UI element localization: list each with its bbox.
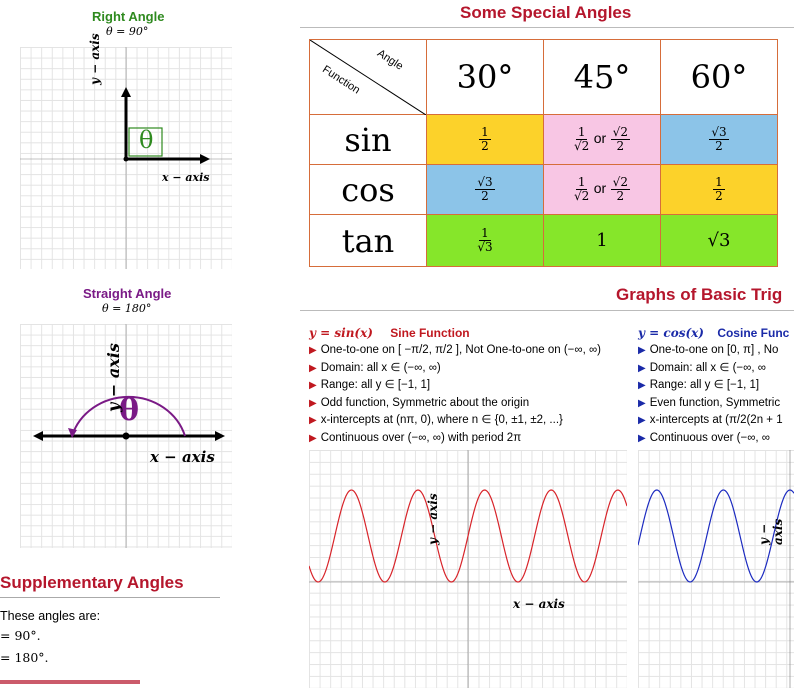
straight-x-axis-label: x − axis (150, 448, 215, 466)
header-angle: Angle (375, 47, 406, 73)
right-y-axis-label: y − axis (88, 33, 102, 85)
straight-y-axis-label: y − axis (104, 343, 123, 412)
cos-60: $\frac{1}{2}$ (661, 165, 778, 215)
tan-30: $\frac{1}{√3}$ (427, 215, 544, 267)
right-angle-title: Right Angle (92, 9, 165, 24)
row-sin: sin (310, 115, 427, 165)
cosine-bullets (638, 342, 794, 447)
sine-bullet: ▶ x-intercepts at (nπ, 0), where n ∈ {0, ±1, ±2, ...} (309, 414, 563, 426)
triangle-right-icon: ▶ (638, 397, 646, 409)
cosine-name: Cosine Func (717, 326, 790, 340)
triangle-right-icon: ▶ (309, 397, 317, 409)
sine-plot (309, 450, 627, 688)
supplementary-line1: These angles are: (0, 609, 101, 623)
header-corner-cell (310, 40, 427, 115)
triangle-right-icon: ▶ (309, 362, 317, 374)
straight-angle-title: Straight Angle (83, 286, 172, 301)
sine-bullet: ▶ Continuous over (−∞, ∞) with period 2π (309, 431, 522, 444)
cosine-equation: y = cos(x) (638, 326, 704, 340)
sine-x-axis-label: x − axis (513, 597, 565, 611)
supplementary-line3: = 180°. (0, 650, 49, 665)
header-function: Function (320, 63, 363, 97)
supplementary-title: Supplementary Angles (0, 573, 184, 592)
graphs-title: Graphs of Basic Trig (616, 285, 783, 304)
sine-y-axis-label: y − axis (426, 493, 440, 545)
tan-45: 1 (544, 215, 661, 267)
cosine-bullet: ▶ x-intercepts at (π/2(2n + 1 (638, 414, 783, 426)
special-angles-table (309, 39, 778, 267)
right-angle-axes (20, 47, 232, 269)
triangle-right-icon: ▶ (638, 432, 646, 444)
triangle-right-icon: ▶ (309, 345, 317, 356)
row-cos: cos (310, 165, 427, 215)
next-section-cutoff (0, 680, 140, 684)
triangle-right-icon: ▶ (309, 415, 317, 426)
theta-symbol-straight: θ (119, 393, 140, 428)
sine-label (309, 326, 470, 340)
sine-bullets (309, 342, 601, 447)
supplementary-line2: = 90°. (0, 628, 41, 643)
col-60: 60° (661, 40, 778, 115)
graphs-rule (300, 310, 794, 311)
special-angles-title: Some Special Angles (460, 3, 632, 22)
cosine-bullet: ▶ Domain: all x ∈ (−∞, ∞ (638, 361, 766, 374)
theta-symbol: θ (139, 126, 154, 154)
sine-equation: y = sin(x) (309, 326, 373, 340)
triangle-right-icon: ▶ (638, 362, 646, 374)
col-30: 30° (427, 40, 544, 115)
sine-bullet: ▶ Odd function, Symmetric about the origin (309, 396, 530, 409)
cosine-y-axis-label: y − axis (757, 518, 785, 545)
cosine-bullet: ▶ Even function, Symmetric (638, 396, 781, 409)
tan-60: √3 (661, 215, 778, 267)
cos-45: $\frac{1}{√2}$ or $\frac{√2}{2}$ (544, 165, 661, 215)
special-angles-rule (300, 27, 794, 28)
triangle-right-icon: ▶ (638, 345, 646, 356)
right-x-axis-label: x − axis (162, 171, 210, 184)
triangle-right-icon: ▶ (638, 380, 646, 391)
sin-30: $\frac{1}{2}$ (427, 115, 544, 165)
sine-bullet: ▶ Domain: all x ∈ (−∞, ∞) (309, 361, 441, 374)
cosine-bullet: ▶ Range: all y ∈ [−1, 1] (638, 379, 760, 391)
right-angle-subtitle: θ = 90° (106, 25, 149, 38)
triangle-right-icon: ▶ (638, 415, 646, 426)
sin-60: $\frac{√3}{2}$ (661, 115, 778, 165)
triangle-right-icon: ▶ (309, 380, 317, 391)
triangle-right-icon: ▶ (309, 432, 317, 444)
cosine-bullet: ▶ Continuous over (−∞, ∞ (638, 431, 770, 444)
col-45: 45° (544, 40, 661, 115)
cos-30: $\frac{√3}{2}$ (427, 165, 544, 215)
sine-name: Sine Function (390, 326, 470, 340)
straight-angle-axes (20, 324, 232, 548)
supplementary-rule (0, 597, 220, 598)
sin-45: $\frac{1}{√2}$ or $\frac{√2}{2}$ (544, 115, 661, 165)
cosine-plot (638, 450, 794, 688)
sine-bullet: ▶ One-to-one on [ −π/2, π/2 ], Not One-to-one on (−∞, ∞) (309, 344, 601, 356)
sine-bullet: ▶ Range: all y ∈ [−1, 1] (309, 379, 431, 391)
cosine-label (638, 326, 789, 340)
straight-angle-subtitle: θ = 180° (102, 302, 152, 315)
row-tan: tan (310, 215, 427, 267)
cosine-bullet: ▶ One-to-one on [0, π] , No (638, 344, 779, 356)
